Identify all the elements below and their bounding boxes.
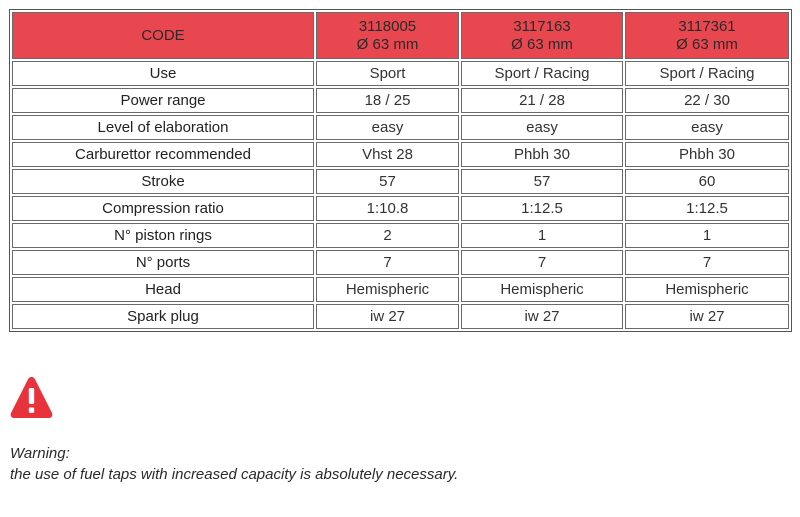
row-value: iw 27 — [316, 304, 459, 329]
header-code-1: 3118005 — [358, 17, 417, 35]
warning-triangle-icon — [9, 375, 54, 420]
row-value: 2 — [316, 223, 459, 248]
spec-table — [9, 9, 792, 332]
row-value: Phbh 30 — [625, 142, 789, 167]
row-value: Hemispheric — [625, 277, 789, 302]
row-value: 7 — [625, 250, 789, 275]
header-code-2: 3117163 — [513, 17, 571, 35]
table-row-carburettor — [12, 142, 789, 167]
row-label: Use — [12, 61, 314, 86]
row-label: N° ports — [12, 250, 314, 275]
header-column-3 — [625, 12, 789, 59]
row-label: N° piston rings — [12, 223, 314, 248]
row-value: Hemispheric — [316, 277, 459, 302]
row-value: 57 — [316, 169, 459, 194]
row-value: Hemispheric — [461, 277, 623, 302]
row-label: Level of elaboration — [12, 115, 314, 140]
row-value: iw 27 — [461, 304, 623, 329]
row-label: Power range — [12, 88, 314, 113]
row-value: Sport — [316, 61, 459, 86]
header-code-3: 3117361 — [678, 17, 736, 35]
row-value: 21 / 28 — [461, 88, 623, 113]
row-value: easy — [461, 115, 623, 140]
row-value: Vhst 28 — [316, 142, 459, 167]
table-header-row — [12, 12, 789, 59]
row-value: 60 — [625, 169, 789, 194]
table-row-level-of-elaboration — [12, 115, 789, 140]
row-value: iw 27 — [625, 304, 789, 329]
table-row-power-range — [12, 88, 789, 113]
row-label: Head — [12, 277, 314, 302]
row-value: Sport / Racing — [625, 61, 789, 86]
row-value: Phbh 30 — [461, 142, 623, 167]
warning-title: Warning: — [10, 445, 70, 462]
row-value: Sport / Racing — [461, 61, 623, 86]
row-value: 22 / 30 — [625, 88, 789, 113]
header-code-label: CODE — [12, 12, 314, 59]
row-value: 1 — [625, 223, 789, 248]
table-row-spark-plug — [12, 304, 789, 329]
warning-message — [10, 443, 458, 485]
row-value: 1:12.5 — [625, 196, 789, 221]
row-label: Carburettor recommended — [12, 142, 314, 167]
row-value: 57 — [461, 169, 623, 194]
header-diameter-3: Ø 63 mm — [676, 35, 738, 53]
row-label: Stroke — [12, 169, 314, 194]
table-row-ports — [12, 250, 789, 275]
row-value: 7 — [316, 250, 459, 275]
row-value: 18 / 25 — [316, 88, 459, 113]
row-value: easy — [625, 115, 789, 140]
header-column-1 — [316, 12, 459, 59]
row-label: Compression ratio — [12, 196, 314, 221]
row-value: 1:12.5 — [461, 196, 623, 221]
table-row-piston-rings — [12, 223, 789, 248]
row-label: Spark plug — [12, 304, 314, 329]
table-row-use — [12, 61, 789, 86]
header-diameter-2: Ø 63 mm — [511, 35, 573, 53]
row-value: easy — [316, 115, 459, 140]
header-diameter-1: Ø 63 mm — [356, 35, 419, 53]
header-column-2 — [461, 12, 623, 59]
row-value: 7 — [461, 250, 623, 275]
row-value: 1:10.8 — [316, 196, 459, 221]
table-row-head — [12, 277, 789, 302]
table-row-compression-ratio — [12, 196, 789, 221]
table-row-stroke — [12, 169, 789, 194]
warning-body: the use of fuel taps with increased capacity is absolutely necessary. — [10, 466, 459, 483]
row-value: 1 — [461, 223, 623, 248]
